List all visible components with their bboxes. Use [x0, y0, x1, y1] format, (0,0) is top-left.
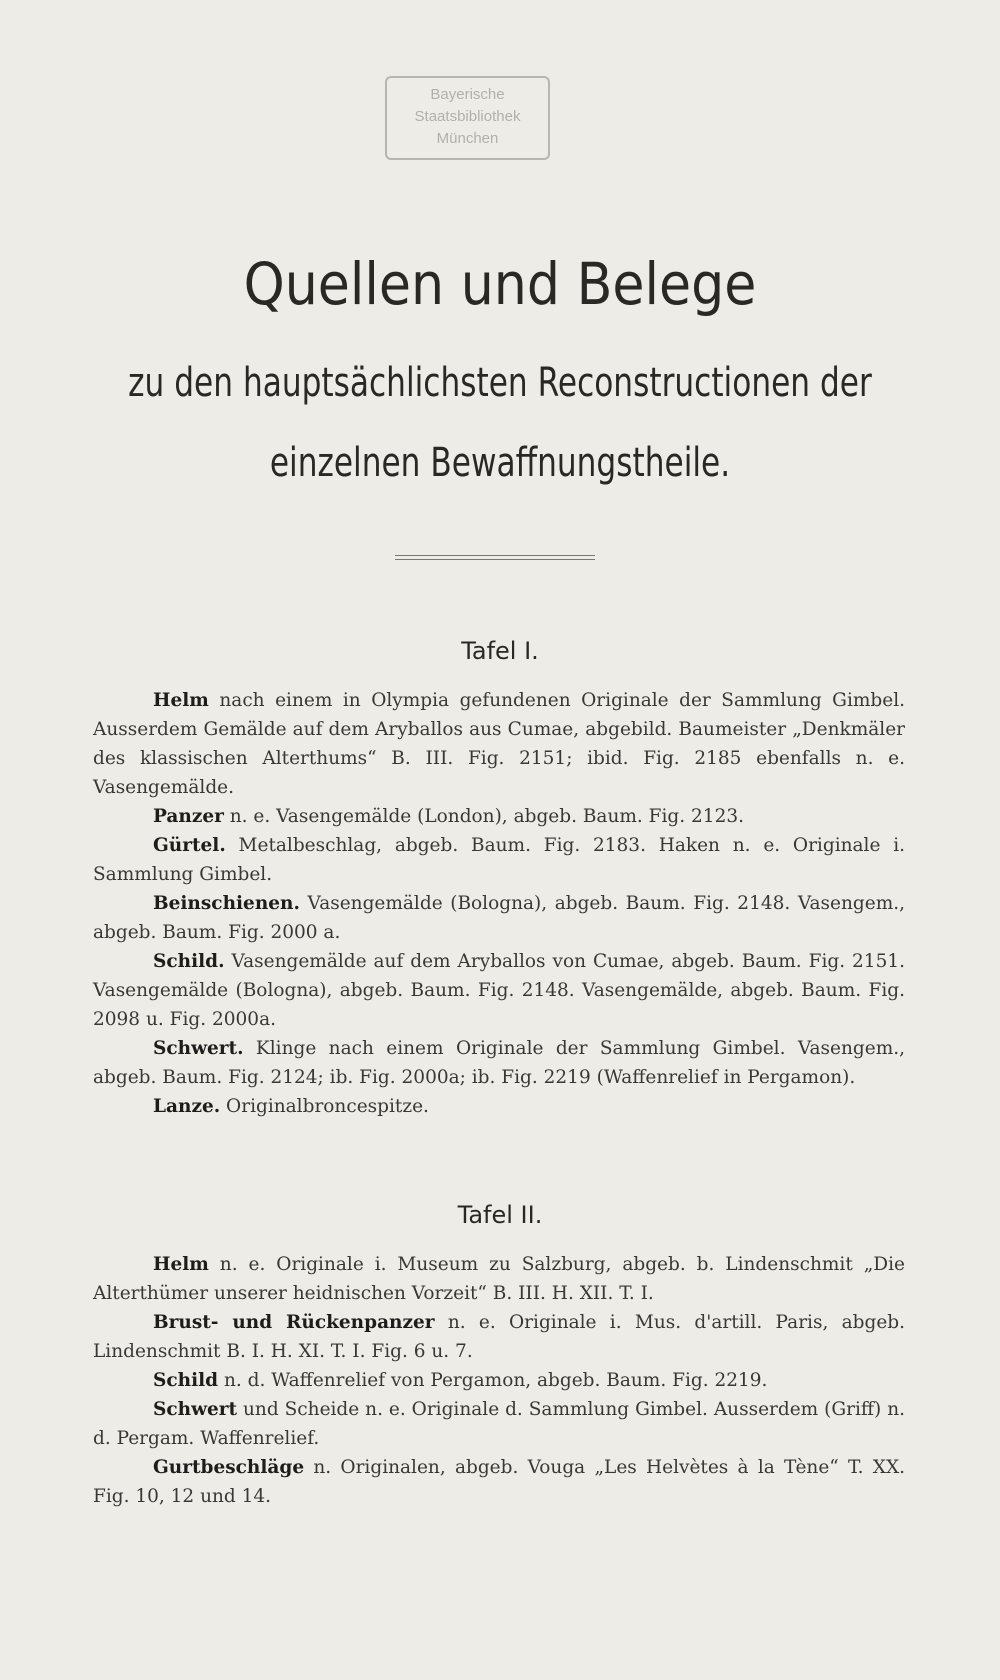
section-heading-tafel-1: Tafel I.	[461, 637, 539, 665]
section-tafel-2	[93, 1250, 905, 1511]
entry-text: Originalbroncespitze.	[220, 1096, 429, 1117]
entry-text: n. Originalen, abgeb. Vouga „Les Helvètes à la Tène“ T. XX. Fig. 10, 12 und 14.	[93, 1457, 905, 1507]
section-heading-tafel-2: Tafel II.	[457, 1201, 543, 1229]
entry-schwert	[93, 1395, 905, 1453]
stamp-line-1: Bayerische	[430, 86, 505, 103]
stamp-line-2: Staatsbibliothek	[414, 108, 521, 125]
entry-term: Schwert.	[153, 1038, 244, 1059]
entry-text: nach einem in Olympia gefundenen Originale der Sammlung Gimbel. Ausserdem Gemälde auf dem Aryballos aus Cumae, abgebild. Baumeister „Denkmäler des klassischen Alterthums“ B. III. Fig. 2151; ibid. Fig. 2185 ebenfalls n. e. Vasengemälde.	[93, 690, 905, 798]
entry-schild	[93, 1366, 905, 1395]
entry-term: Schild.	[153, 951, 225, 972]
entry-gurtbeschlaege	[93, 1453, 905, 1511]
stamp-line-3: München	[436, 130, 499, 147]
entry-text: Metalbeschlag, abgeb. Baum. Fig. 2183. Haken n. e. Originale i. Sammlung Gimbel.	[93, 835, 905, 885]
entry-term: Schwert	[153, 1399, 238, 1420]
entry-text: und Scheide n. e. Originale d. Sammlung Gimbel. Ausserdem (Griff) n. d. Pergam. Waffenrelief.	[93, 1399, 905, 1449]
entry-text: n. e. Originale i. Museum zu Salzburg, abgeb. b. Lindenschmit „Die Alterthümer unserer heidnischen Vorzeit“ B. III. H. XII. T. I.	[93, 1254, 905, 1304]
entry-brust-rueckenpanzer	[93, 1308, 905, 1366]
entry-term: Lanze.	[153, 1096, 221, 1117]
entry-term: Schild	[153, 1370, 219, 1391]
subtitle-line-2: einzelnen Bewaffnungstheile.	[269, 440, 731, 486]
entry-term: Helm	[153, 690, 209, 711]
entry-schwert	[93, 1034, 905, 1092]
entry-helm	[93, 1250, 905, 1308]
library-stamp	[385, 76, 550, 160]
entry-text: Vasengemälde auf dem Aryballos von Cumae, abgeb. Baum. Fig. 2151. Vasengemälde (Bologna), abgeb. Baum. Fig. 2148. Vasengemälde, abgeb. Baum. Fig. 2098 u. Fig. 2000a.	[93, 951, 905, 1030]
section-tafel-1	[93, 686, 905, 1121]
entry-term: Beinschienen.	[153, 893, 300, 914]
entry-guertel	[93, 831, 905, 889]
entry-beinschienen	[93, 889, 905, 947]
subtitle-line-1: zu den hauptsächlichsten Reconstructionen der	[128, 360, 872, 406]
entry-term: Helm	[153, 1254, 209, 1275]
entry-term: Gürtel.	[153, 835, 226, 856]
entry-lanze	[93, 1092, 905, 1121]
entry-text: n. e. Originale i. Mus. d'artill. Paris, abgeb. Lindenschmit B. I. H. XI. T. I. Fig. 6 u. 7.	[93, 1312, 905, 1362]
entry-schild	[93, 947, 905, 1034]
entry-term: Brust- und Rückenpanzer	[153, 1312, 435, 1333]
entry-text: n. e. Vasengemälde (London), abgeb. Baum. Fig. 2123.	[223, 806, 744, 827]
entry-text: Klinge nach einem Originale der Sammlung Gimbel. Vasengem., abgeb. Baum. Fig. 2124; ib. Fig. 2000a; ib. Fig. 2219 (Waffenrelief in Pergamon).	[93, 1038, 905, 1088]
entry-text: Vasengemälde (Bologna), abgeb. Baum. Fig. 2148. Vasengem., abgeb. Baum. Fig. 2000 a.	[93, 893, 905, 943]
page-title: Quellen und Belege	[243, 250, 757, 318]
entry-term: Gurtbeschläge	[153, 1457, 305, 1478]
entry-panzer	[93, 802, 905, 831]
entry-text: n. d. Waffenrelief von Pergamon, abgeb. Baum. Fig. 2219.	[218, 1370, 768, 1391]
entry-helm	[93, 686, 905, 802]
divider-rule	[395, 555, 595, 560]
entry-term: Panzer	[153, 806, 224, 827]
